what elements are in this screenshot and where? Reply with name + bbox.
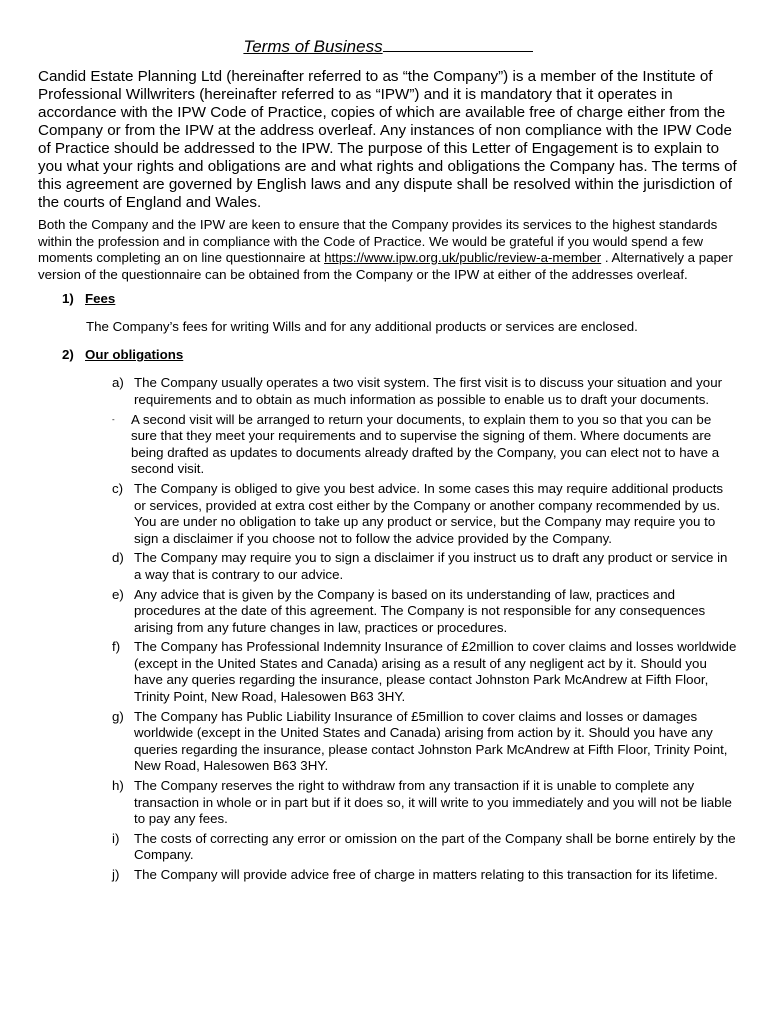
item-label: j) — [112, 867, 120, 882]
section-title: Our obligations — [85, 347, 184, 363]
list-item — [38, 867, 738, 884]
item-label: - — [112, 414, 115, 424]
list-item — [38, 550, 738, 583]
section-number: 1) — [62, 291, 74, 307]
item-label: h) — [112, 778, 124, 794]
item-label: e) — [112, 586, 124, 602]
item-label: g) — [112, 708, 124, 724]
item-label: a) — [112, 375, 124, 391]
item-label: c) — [112, 480, 124, 496]
list-item — [38, 639, 738, 705]
list-item — [38, 375, 738, 408]
list-item — [38, 412, 738, 478]
list-item — [38, 831, 738, 864]
list-item — [38, 481, 738, 547]
item-text: The Company usually operates a two visit system. The first visit is to discuss your situation and your requirements and to obtain as much information as possible to enable us to draft your documents. — [134, 375, 723, 407]
section-obligations-heading — [38, 347, 738, 363]
page-title — [38, 36, 738, 58]
section-fees-heading — [38, 291, 738, 307]
item-text: A second visit will be arranged to return your documents, to explain them to you so that you can be sure that they meet your requirements and to supervise the signing of them. Where documents are being drafted as updates to documents already drafted by the Company, you can elect not to have a second visit. — [131, 411, 720, 477]
item-text: The Company is obliged to give you best advice. In some cases this may require additional products or services, provided at extra cost either by the Company or another company recommended by us. You are under no obligation to take up any product or service, but the Company may require you to sign a disclaimer if you choose not to follow the advice provided by the Company. — [134, 480, 724, 546]
section-number: 2) — [62, 347, 74, 363]
fees-text: The Company’s fees for writing Wills and for any additional products or services are enclosed. — [86, 319, 638, 335]
title-underline-rule — [383, 37, 533, 52]
item-text: The costs of correcting any error or omission on the part of the Company shall be borne entirely by the Company. — [134, 830, 736, 863]
item-text: The Company reserves the right to withdraw from any transaction if it is unable to complete any transaction in whole or in part but if it does so, it will write to you immediately and you will not be liable to pay any fees. — [134, 778, 732, 827]
title-text: Terms of Business — [243, 37, 383, 56]
item-text: The Company has Public Liability Insurance of £5million to cover claims and losses or damages worldwide (except in the United States and Canada) arising from action by it. Should you have any queries regarding the insurance, please contact Johnston Park McAndrew at Fifth Floor, Trinity Point, New Road, Halesowen B63 3HY. — [134, 708, 728, 774]
item-label: f) — [112, 639, 121, 655]
intro-paragraph: Candid Estate Planning Ltd (hereinafter referred to as “the Company”) is a member of the Institute of Professional Willwriters (hereinafter referred to as “IPW”) and it is mandatory that it operates in accordance with the IPW Code of Practice, copies of which are available free of charge either from the Company or from the IPW at the address overleaf. Any instances of non compliance with the IPW Code of Practice should be addressed to the IPW. The purpose of this Letter of Engagement is to explain to you what your rights and obligations are and what rights and obligations the Company has. The terms of this agreement are governed by English laws and any dispute shall be resolved within the jurisdiction of the courts of England and Wales. — [38, 68, 737, 211]
item-label: i) — [112, 830, 120, 846]
item-label: d) — [112, 550, 124, 566]
item-text: The Company may require you to sign a disclaimer if you instruct us to draft any product or service in a way that is contrary to our advice. — [134, 550, 728, 582]
item-text: The Company will provide advice free of charge in matters relating to this transaction for its lifetime. — [134, 867, 718, 882]
questionnaire-text-before: Both the Company and the IPW are keen to ensure that the Company provides its services to the highest standards within the profession and in compliance with the Code of Practice. We would be grateful if you would spend a few moments completing an on line questionnaire at — [38, 217, 718, 266]
document-page — [38, 36, 738, 887]
item-text: Any advice that is given by the Company is based on its understanding of law, practices and procedures at the date of this agreement. The Company is not responsible for any consequences arising from any future changes in law, practices or procedures. — [134, 586, 706, 635]
list-item — [38, 709, 738, 775]
list-item — [38, 587, 738, 637]
list-item — [38, 778, 738, 828]
questionnaire-text-after: . Alternatively a paper version of the questionnaire can be obtained from the Company or the IPW at either of the addresses overleaf. — [38, 250, 733, 282]
item-text: The Company has Professional Indemnity Insurance of £2million to cover claims and losses worldwide (except in the United States and Canada) arising as a result of any negligent act by it. Should you have any queries regarding the insurance, please contact Johnston Park McAndrew at Fifth Floor, Trinity Point, New Road, Halesowen B63 3HY. — [134, 639, 737, 705]
section-title: Fees — [85, 291, 116, 307]
questionnaire-paragraph — [38, 217, 738, 283]
obligations-list — [38, 375, 738, 883]
questionnaire-link[interactable]: https://www.ipw.org.uk/public/review-a-member — [324, 250, 602, 266]
